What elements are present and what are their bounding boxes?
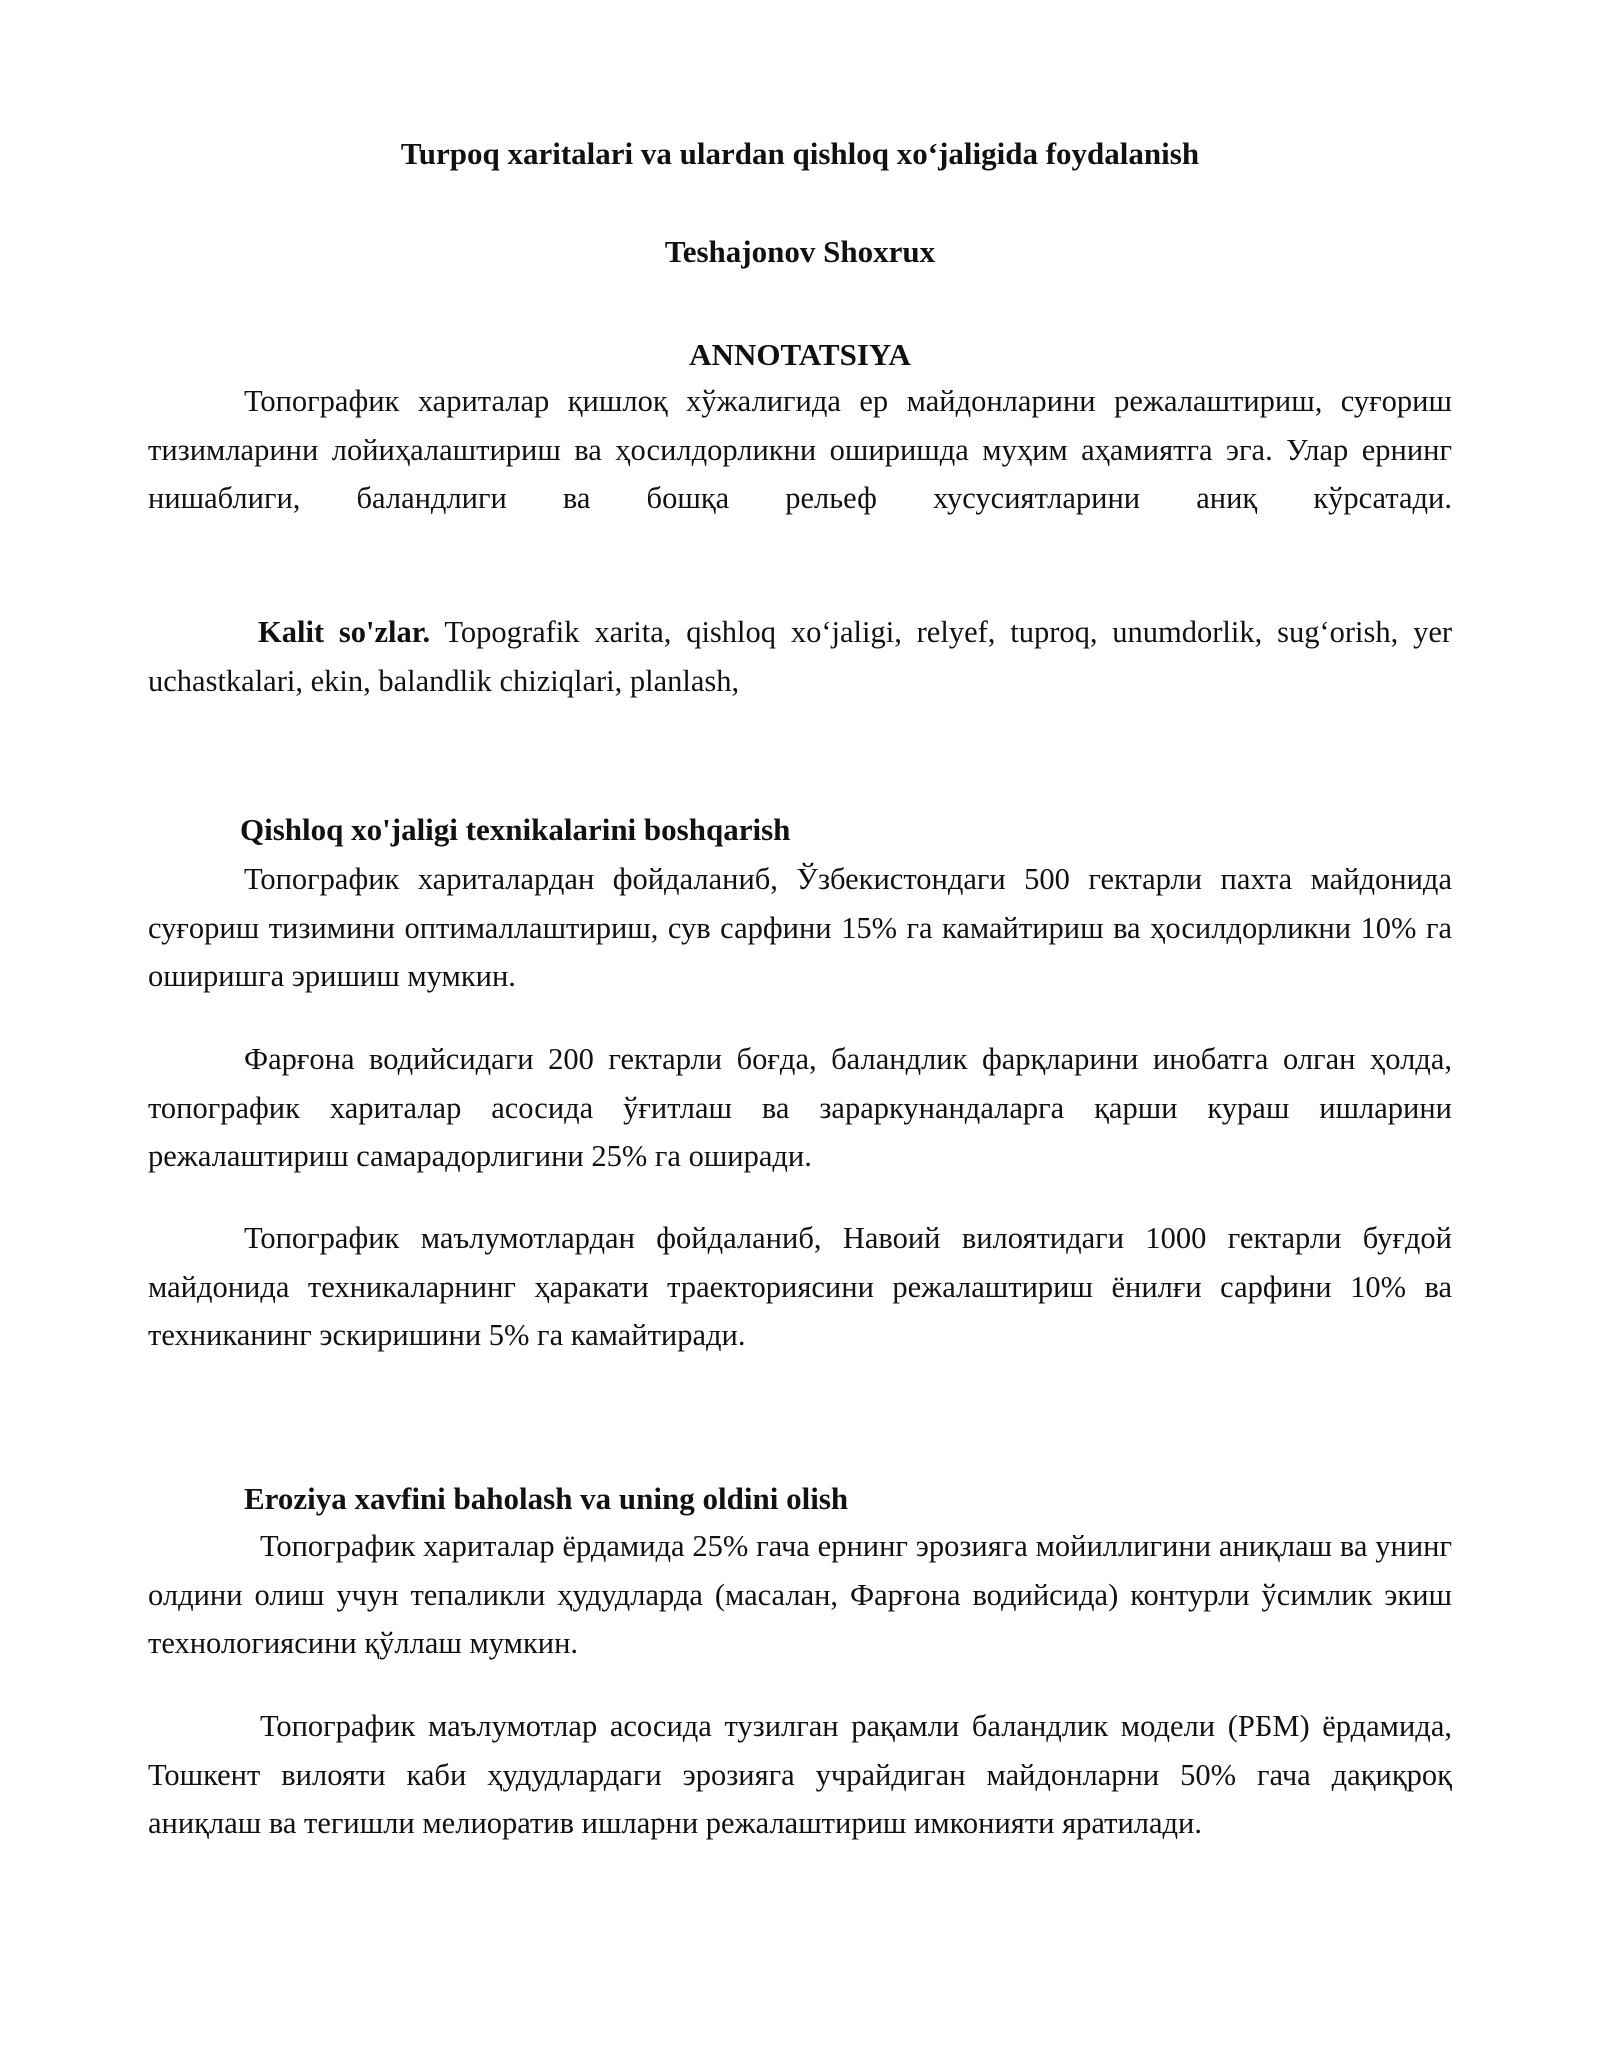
section-heading-machinery: Qishloq xo'jaligi texnikalarini boshqarish — [240, 812, 791, 847]
author-name: Teshajonov Shoxrux — [664, 234, 936, 269]
section2-paragraph-2: Топографик маълумотлар асосида тузилган рақамли баландлик модели (РБМ) ёрдамида, Тошкент вилояти каби ҳудудлардаги эрозияга учрайдиган майдонларни 50% гача дақиқроқ аниқлаш ва тегишли мелиоратив ишларни режалаштириш имконияти яратилади. — [148, 1709, 1452, 1840]
section2-paragraph-1: Топографик хариталар ёрдамида 25% гача ернинг эрозияга мойиллигини аниқлаш ва унинг олдини олиш учун тепаликли ҳудудларда (масалан, Фарғона водийсида) контурли ўсимлик экиш технологиясини қўллаш мумкин. — [148, 1529, 1452, 1660]
section1-paragraph-3: Топографик маълумотлардан фойдаланиб, Навоий вилоятидаги 1000 гектарли буғдой майдонида техникаларнинг ҳаракати траекториясини режалаштириш ёнилғи сарфини 10% ва техниканинг эскиришини 5% га камайтиради. — [148, 1221, 1452, 1352]
section-heading-erosion: Eroziya xavfini baholash va uning oldini olish — [244, 1481, 849, 1516]
document-title: Turpoq xaritalari va ulardan qishloq xo‘jaligida foydalanish — [400, 136, 1200, 171]
keywords-label: Kalit so'zlar. — [258, 615, 431, 649]
keywords-paragraph — [148, 608, 1452, 705]
annotation-heading: ANNOTATSIYA — [689, 337, 911, 372]
keywords-list: Topografik xarita, qishloq xo‘jaligi, relyef, tuproq, unumdorlik, sug‘orish, yer uchastkalari, ekin, balandlik chiziqlari, planlash, — [148, 615, 1453, 698]
annotation-paragraph: Топографик хариталар қишлоқ хўжалигида ер майдонларини режалаштириш, суғориш тизимларини лойиҳалаштириш ва ҳосилдорликни оширишда муҳим аҳамиятга эга. Улар ернинг нишаблиги, баландлиги ва бошқа рельеф хусусиятларини аниқ кўрсатади. — [148, 384, 1452, 515]
section1-paragraph-1: Топографик хариталардан фойдаланиб, Ўзбекистондаги 500 гектарли пахта майдонида суғориш тизимини оптималлаштириш, сув сарфини 15% га камайтириш ва ҳосилдорликни 10% га оширишга эришиш мумкин. — [148, 862, 1452, 993]
section1-paragraph-2: Фарғона водийсидаги 200 гектарли боғда, баландлик фарқларини инобатга олган ҳолда, топографик хариталар асосида ўғитлаш ва зараркунандаларга қарши кураш ишларини режалаштириш самарадорлигини 25% га оширади. — [148, 1042, 1452, 1173]
